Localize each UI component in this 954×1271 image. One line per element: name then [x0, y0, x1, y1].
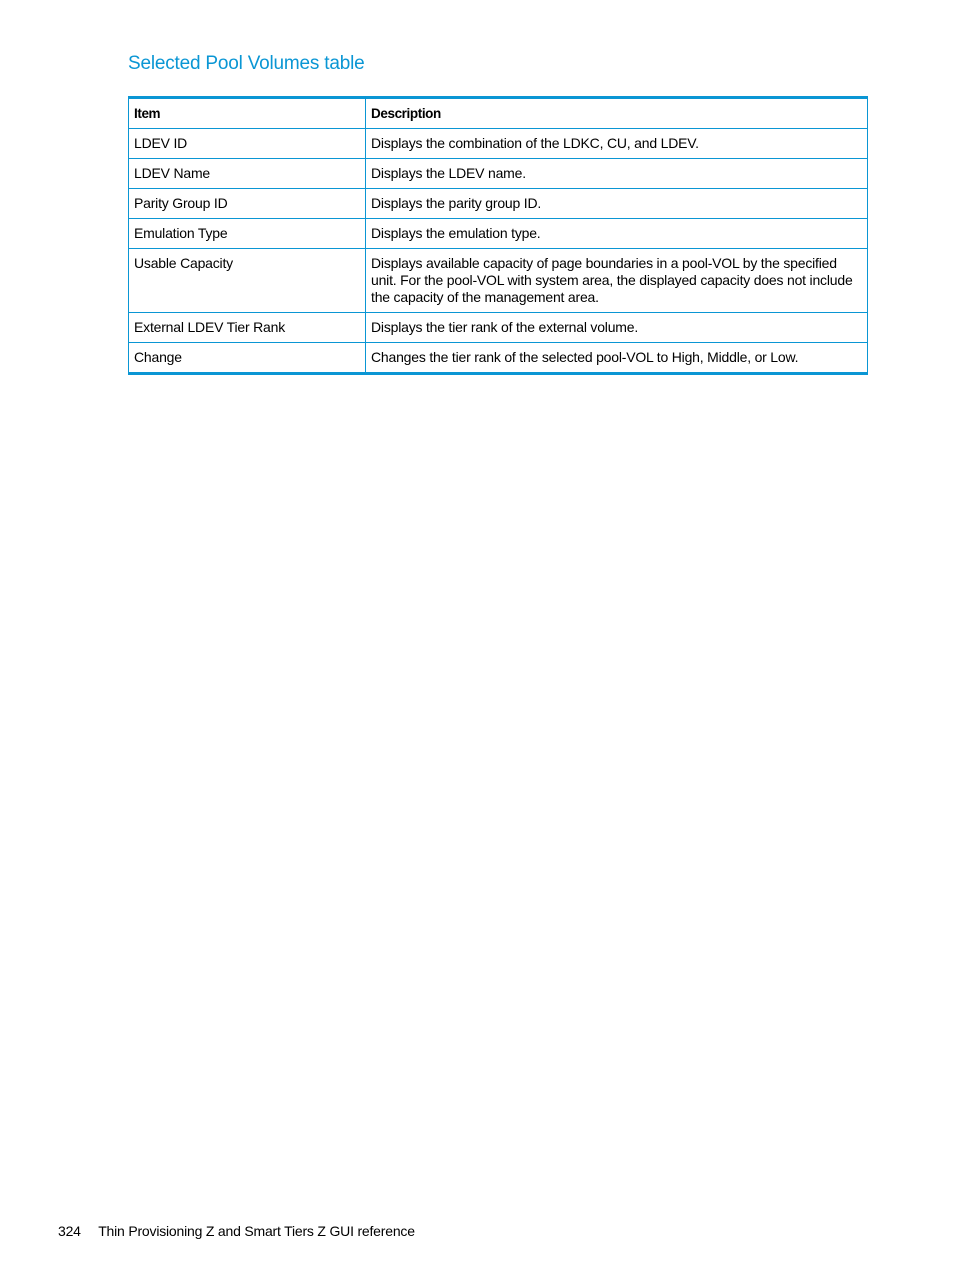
table-row	[129, 343, 868, 374]
row-item-cell: Change	[129, 343, 366, 374]
row-description-cell: Displays available capacity of page boundaries in a pool-VOL by the specified unit. For the pool-VOL with system area, the displayed capacity does not include the capacity of the management area.	[366, 249, 868, 313]
table-row	[129, 159, 868, 189]
row-item-cell: External LDEV Tier Rank	[129, 313, 366, 343]
table-row	[129, 189, 868, 219]
table-row	[129, 219, 868, 249]
row-item-cell: LDEV ID	[129, 129, 366, 159]
row-description-cell: Displays the parity group ID.	[366, 189, 868, 219]
column-header-description: Description	[366, 98, 868, 129]
column-header-item: Item	[129, 98, 366, 129]
row-description-cell: Displays the emulation type.	[366, 219, 868, 249]
table-row	[129, 129, 868, 159]
row-description-cell: Displays the combination of the LDKC, CU, and LDEV.	[366, 129, 868, 159]
row-description-cell: Displays the tier rank of the external volume.	[366, 313, 868, 343]
row-description-cell: Displays the LDEV name.	[366, 159, 868, 189]
table-header-row	[129, 98, 868, 129]
page-number: 324	[58, 1223, 81, 1239]
row-description-cell: Changes the tier rank of the selected pool-VOL to High, Middle, or Low.	[366, 343, 868, 374]
table-row	[129, 249, 868, 313]
row-item-cell: Parity Group ID	[129, 189, 366, 219]
selected-pool-volumes-table	[128, 96, 868, 375]
section-title: Selected Pool Volumes table	[128, 53, 365, 74]
page-footer	[58, 1223, 415, 1239]
footer-title: Thin Provisioning Z and Smart Tiers Z GUI reference	[98, 1223, 415, 1239]
row-item-cell: Usable Capacity	[129, 249, 366, 313]
table-row	[129, 313, 868, 343]
row-item-cell: LDEV Name	[129, 159, 366, 189]
row-item-cell: Emulation Type	[129, 219, 366, 249]
